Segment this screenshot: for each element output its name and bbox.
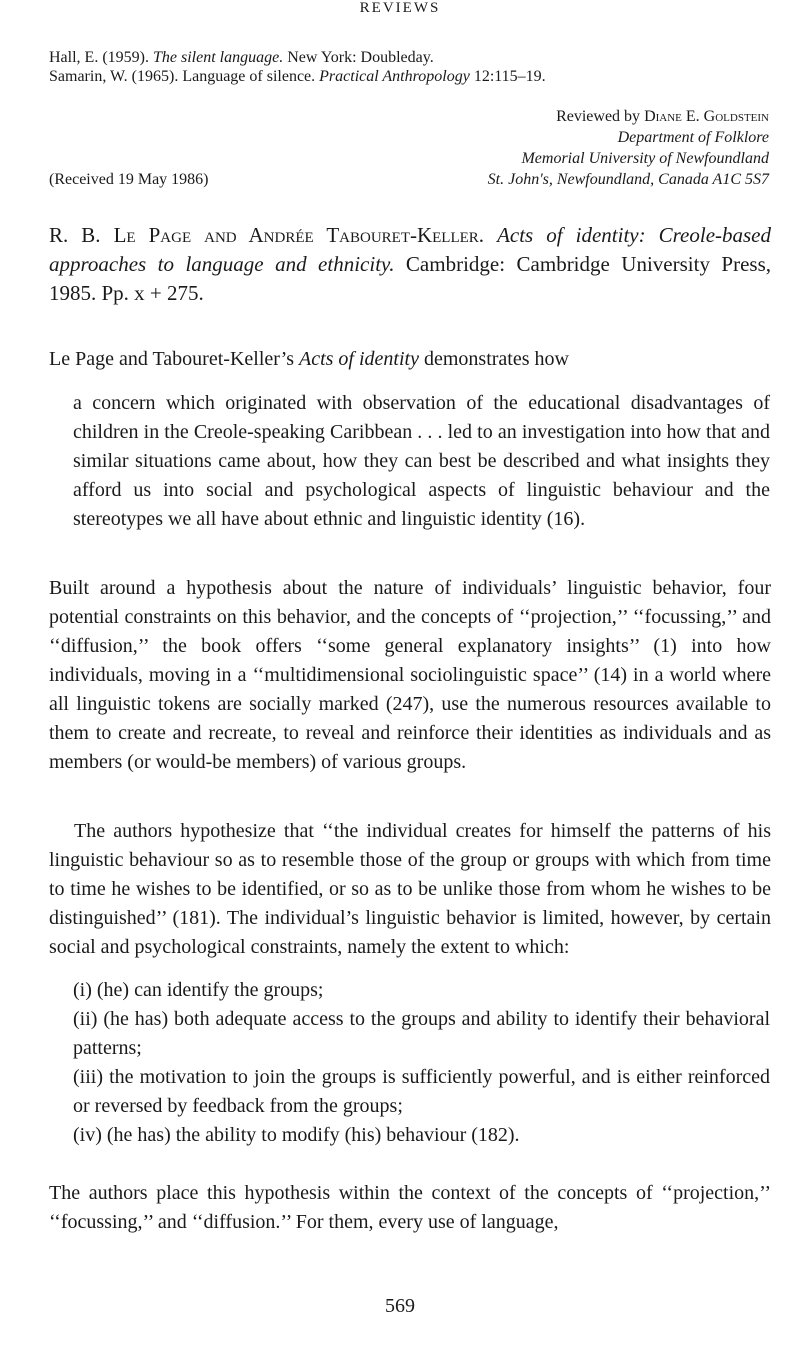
list-item: (iv) (he has) the ability to modify (his) behaviour (182). — [73, 1124, 520, 1146]
page-number: 569 — [385, 1295, 415, 1317]
reviewer-name: Diane E. Goldstein — [644, 108, 769, 125]
running-head: REVIEWS — [359, 0, 441, 16]
book-publisher: Cambridge: Cambridge University Press, 1985. Pp. x + 275. — [49, 252, 772, 305]
intro-line: Le Page and Tabouret-Keller’s Acts of identity demonstrates how — [49, 348, 569, 370]
reference-entry: Hall, E. (1959). The silent language. New York: Doubleday. — [49, 49, 434, 66]
reviewer-signature: Reviewed by Diane E. Goldstein Department of Folklore Memorial University of Newfoundland St. John's, Newfoundland, Canada A1C 5S7 — [487, 108, 769, 188]
constraint-list — [73, 976, 770, 1150]
book-authors: R. B. Le Page and Andrée Tabouret-Keller — [49, 223, 479, 247]
paragraph-2: The authors hypothesize that ‘‘the individual creates for himself the patterns of his linguistic behaviour so as to resemble those of the group or groups with which from time to time he wishes to be identified, or so as to be unlike those from whom he wishes to be distinguished’’ (181). The individual’s linguistic behavior is limited, however, by certain social and psychological constraints, namely the extent to which: — [49, 820, 771, 958]
paragraph-3: The authors place this hypothesis within the context of the concepts of ‘‘projection,’’ ‘‘focussing,’’ and ‘‘diffusion.’’ For them, every use of language, — [49, 1182, 771, 1233]
block-quote: a concern which originated with observation of the educational disadvantages of children in the Creole-speaking Caribbean . . . led to an investigation into how that and similar situations came about, how they can best be described and what insights they afford us into social and psychological aspects of linguistic behaviour and the stereotypes we all have about ethnic and linguistic identity (16). — [73, 392, 770, 530]
review-heading: R. B. Le Page and Andrée Tabouret-Keller. Acts of identity: Creole-based approaches to language and ethnicity. Cambridge: Cambridge University Press, 1985. Pp. x + 275. — [49, 223, 772, 305]
paragraph-1: Built around a hypothesis about the nature of individuals’ linguistic behavior, four potential constraints on this behavior, and the concepts of ‘‘projection,’’ ‘‘focussing,’’ and ‘‘diffusion,’’ the book offers ‘‘some general explanatory insights’’ (1) into how individuals, moving in a ‘‘multidimensional sociolinguistic space’’ (14) in a world where all linguistic tokens are socially marked (247), use the numerous resources available to them to create and recreate, to reveal and reinforce their identities as individuals and as members (or would-be members) of various groups. — [49, 577, 771, 773]
reference-list — [49, 48, 769, 86]
list-item: (i) (he) can identify the groups; — [73, 979, 324, 1001]
reviewer-address: St. John's, Newfoundland, Canada A1C 5S7 — [487, 171, 769, 188]
reviewer-university: Memorial University of Newfoundland — [521, 150, 769, 167]
received-date: (Received 19 May 1986) — [49, 171, 209, 188]
list-item: (ii) (he has) both adequate access to the groups and ability to identify their behavioral patterns; — [73, 1008, 770, 1059]
book-title: Acts of identity: Creole-based approaches to language and ethnicity. — [49, 223, 771, 276]
list-item: (iii) the motivation to join the groups is sufficiently powerful, and is either reinforced or reversed by feedback from the groups; — [73, 1066, 770, 1117]
reviewer-department: Department of Folklore — [617, 129, 769, 146]
reference-entry: Samarin, W. (1965). Language of silence. Practical Anthropology 12:115–19. — [49, 68, 546, 85]
